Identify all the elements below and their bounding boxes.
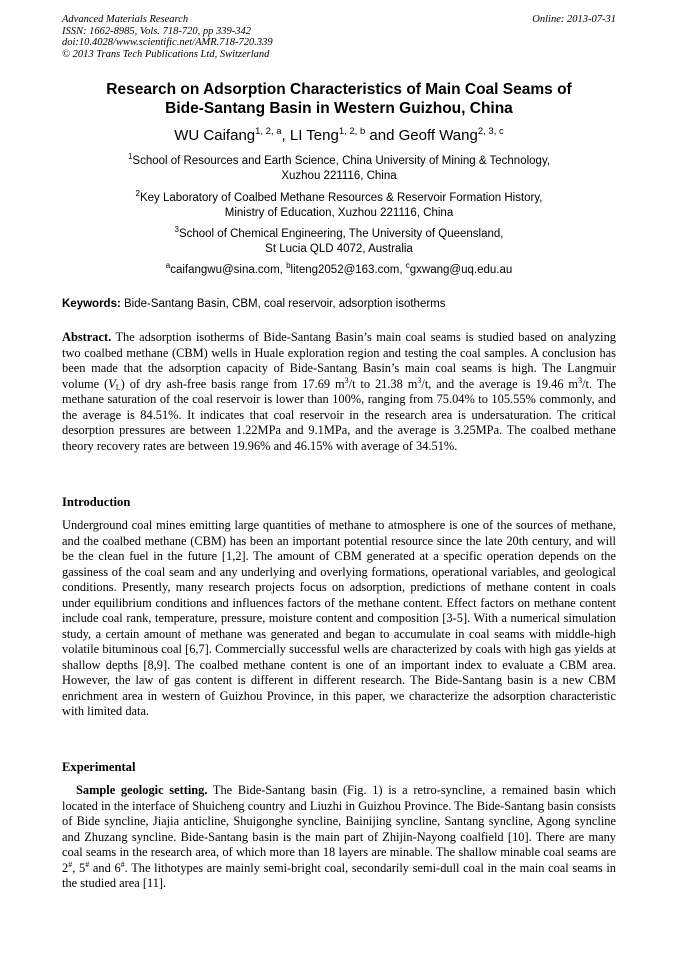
affiliation-1 (62, 154, 616, 184)
title-line-2: Bide-Santang Basin in Western Guizhou, China (165, 100, 513, 117)
abstract-paragraph (62, 330, 616, 454)
journal-name: Advanced Materials Research (62, 14, 189, 25)
journal-header (62, 14, 616, 60)
keywords-label: Keywords: (62, 298, 121, 310)
email-link[interactable]: gxwang@uq.edu.au (409, 264, 513, 276)
experimental-paragraph (62, 783, 616, 892)
abstract-text: /t, and the average is 19.46 m (421, 376, 579, 391)
email-marker: a (165, 261, 171, 270)
email-marker: b (286, 261, 291, 270)
abstract-label: Abstract. (62, 330, 112, 344)
email-marker: c (405, 261, 410, 270)
author-name: Geoff Wang (398, 127, 478, 144)
paper-title (62, 80, 616, 118)
keywords-text: Bide-Santang Basin, CBM, coal reservoir, adsorption isotherms (120, 298, 446, 310)
seam-marker: # (120, 859, 125, 869)
keywords (62, 297, 616, 312)
seam-marker: # (85, 859, 90, 869)
abstract-subscript: L (115, 382, 121, 392)
author-emails (62, 263, 616, 278)
affiliation-marker: 1 (127, 152, 133, 161)
introduction-paragraph: Underground coal mines emitting large quantities of methane to atmosphere is one of the sources of methane, and the coalbed methane (CBM) has been an important potential resource since the late 20th century, and will be the clean fuel in the future [1,2]. The amount of CBM generated at a specific operation depends on the gassiness of the coal seam and any underlying and overlying formations, operational variables, and geological conditions. Presently, many research projects focus on adsorption, predictions of methane content in coals under equilibrium conditions and influences factors of the methane content. Effect factors on methane content include coal rank, temperature, pressure, moisture content and composition [3-5]. With a numerical simulation study, a certain amount of methane was generated and began to accumulate in coal seams with middle-high volatile bituminous coal [6,7]. Commercially successful wells are characterized by coals with high gas yields at shallow depths [8,9]. The coalbed methane content is one of an important index to evaluate a CBM area. However, the law of gas content is different in different research. The Bide-Santang basin is a new CBM enrichment area in western of Guizhou Province, in this paper, we characterize the adsorption characteristic with limited data. (62, 518, 616, 718)
affiliation-line: St Lucia QLD 4072, Australia (265, 243, 413, 255)
title-line-1: Research on Adsorption Characteristics of Main Coal Seams of (106, 81, 572, 98)
abstract-text: /t to 21.38 m (348, 376, 418, 391)
copyright-line: © 2013 Trans Tech Publications Ltd, Switzerland (62, 48, 270, 60)
experimental-text: . The lithotypes are mainly semi-bright coal, secondarily semi-dull coal in the main coal seams in the studied area [11]. (62, 860, 617, 890)
abstract-superscript: 3 (578, 375, 583, 385)
introduction-heading: Introduction (62, 495, 131, 509)
author-name: LI Teng (289, 127, 339, 144)
email-link[interactable]: caifangwu@sina.com, (170, 264, 287, 276)
affiliation-line: Key Laboratory of Coalbed Methane Resources & Reservoir Formation History, (139, 192, 543, 204)
email-link[interactable]: liteng2052@163.com, (290, 264, 406, 276)
subsection-label: Sample geologic setting. (76, 783, 208, 797)
author-affiliation-marker: 1, 2, a (255, 126, 282, 137)
affiliation-line: School of Resources and Earth Science, China University of Mining & Technology, (132, 155, 551, 167)
experimental-text: and 6 (89, 860, 121, 875)
experimental-text: The Bide-Santang basin (Fig. 1) is a retro-syncline, a remained basin which located in the interface of Shuicheng country and Liuzhi in Guizhou Province. The Bide-Santang basin consists of Bide syncline, Jiajia anticline, Shuigonghe syncline, Bainijing syncline, Santang syncline, Agong syncline and Zhuzang syncline. Bide-Santang basin is the main part of Zhijin-Nayong coalfield [10]. There are many coal seams in the research area, of which more than 18 layers are minable. The shallow minable coal seams are 2 (62, 783, 616, 875)
affiliation-line: Ministry of Education, Xuzhou 221116, China (224, 207, 454, 219)
author-affiliation-marker: 2, 3, c (477, 126, 504, 137)
abstract-superscript: 3 (417, 375, 422, 385)
abstract-text: The adsorption isotherms of Bide-Santang Basin’s main coal seams is studied based on analyzing two coalbed methane (CBM) wells in Huale exploration region and testing the coal samples. A conclusion has been made that the adsorption capacity of Bide-Santang Basin’s main coal seams is high. The Langmuir volume ( (62, 330, 616, 391)
issn-line: ISSN: 1662-8985, Vols. 718-720, pp 339-342 (62, 25, 251, 37)
affiliation-3 (62, 227, 616, 257)
abstract-text: ) of dry ash-free basis range from 17.69 m (120, 376, 345, 391)
author-affiliation-marker: 1, 2, b (338, 126, 366, 137)
experimental-text: , 5 (72, 860, 86, 875)
experimental-heading: Experimental (62, 760, 136, 774)
affiliation-marker: 2 (135, 189, 140, 198)
author-conjunction: and (365, 127, 399, 144)
abstract-text: /t. The methane saturation of the coal reservoir is lower than 100%, ranging from 75.04% to 105.55% commonly, and the average is 84.51%. It indicates that coal reservoir in the research area is undersaturation. The critical desorption pressures are between 1.22MPa and 9.1MPa, and the average is 3.25MPa. The coalbed methane theory recovery rates are between 19.96% and 46.15% with average of 34.51%. (62, 376, 616, 453)
online-date: Online: 2013-07-31 (532, 14, 616, 25)
author-name: WU Caifang (174, 127, 256, 144)
affiliation-2 (62, 191, 616, 221)
affiliation-line: School of Chemical Engineering, The University of Queensland, (178, 228, 504, 240)
doi-line: doi:10.4028/www.scientific.net/AMR.718-720.339 (62, 37, 273, 48)
abstract-superscript: 3 (344, 375, 349, 385)
seam-marker: # (68, 859, 73, 869)
affiliation-marker: 3 (174, 225, 179, 234)
affiliation-line: Xuzhou 221116, China (281, 170, 397, 182)
abstract-symbol: V (108, 376, 116, 391)
author-list: WU Caifang$^{1, 2, a}$, LI Teng$^{1, 2, b}$ and Geoff Wang$^{2, 3, c}$ (174, 126, 504, 144)
